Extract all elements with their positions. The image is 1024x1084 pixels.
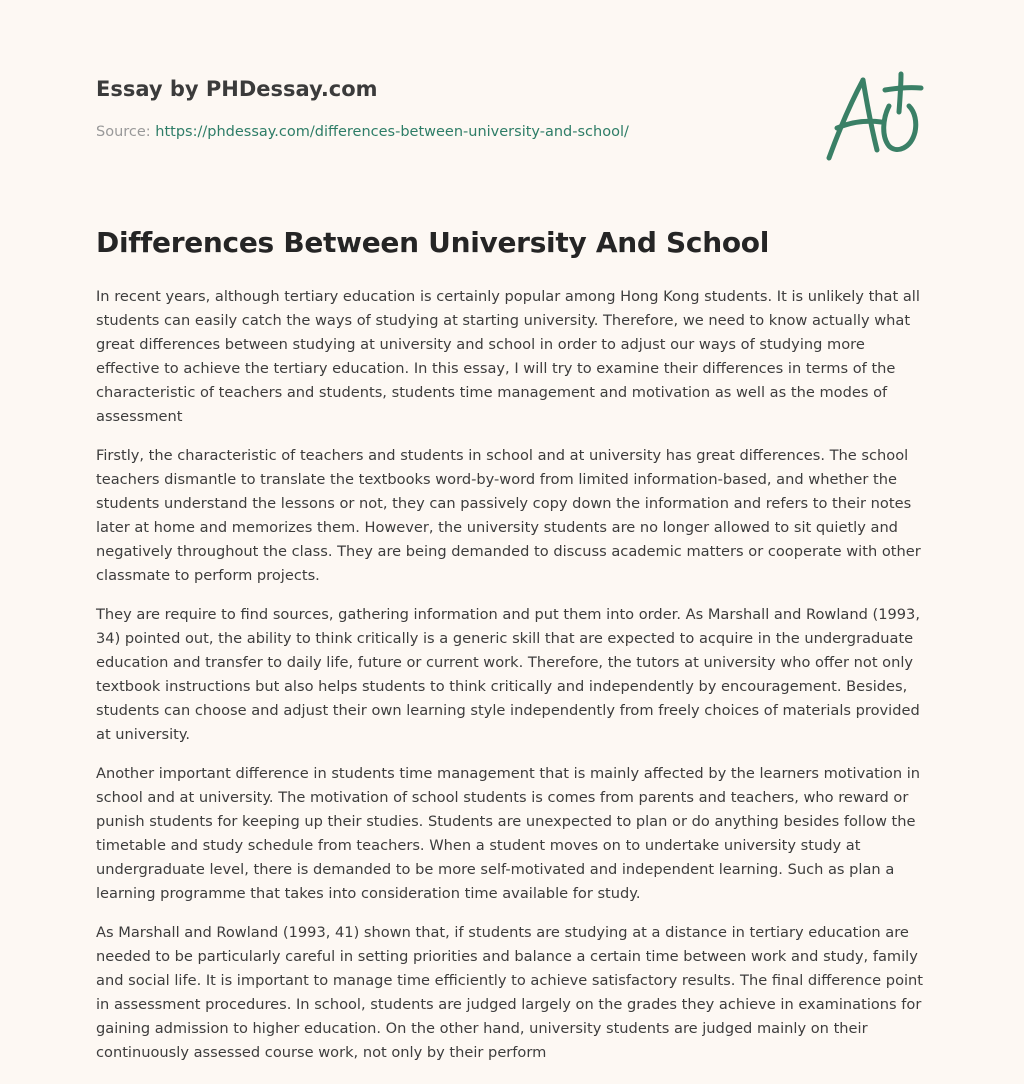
a-plus-grade-icon	[823, 66, 927, 164]
source-line	[96, 124, 629, 140]
essay-title: Differences Between University And School	[96, 226, 770, 259]
source-link[interactable]: https://phdessay.com/differences-between-university-and-school/	[155, 124, 629, 140]
essay-body	[96, 285, 928, 1080]
essay-paragraph: They are require to find sources, gathering information and put them into order. As Marshall and Rowland (1993, 34) pointed out, the ability to think critically is a generic skill that are expected to acquire in the undergraduate education and transfer to daily life, future or current work. Therefore, the tutors at university who offer not only textbook instructions but also helps students to think critically and independently by encouragement. Besides, students can choose and adjust their own learning style independently from freely choices of materials provided at university.	[96, 606, 920, 743]
essay-paragraph: Another important difference in students time management that is mainly affected by the learners motivation in school and at university. The motivation of school students is comes from parents and teachers, who reward or punish students for keeping up their studies. Students are unexpected to plan or do anything besides follow the timetable and study schedule from teachers. When a student moves on to undertake university study at undergraduate level, there is demanded to be more self-motivated and independent learning. Such as plan a learning programme that takes into consideration time available for study.	[96, 765, 921, 902]
essay-paragraph: In recent years, although tertiary education is certainly popular among Hong Kong students. It is unlikely that all students can easily catch the ways of studying at starting university. Therefore, we need to know actually what great differences between studying at university and school in order to adjust our ways of studying more effective to achieve the tertiary education. In this essay, I will try to examine their differences in terms of the characteristic of teachers and students, students time management and motivation as well as the modes of assessment	[96, 288, 920, 425]
essay-paragraph: Firstly, the characteristic of teachers and students in school and at university has great differences. The school teachers dismantle to translate the textbooks word-by-word from limited information-based, and whether the students understand the lessons or not, they can passively copy down the information and refers to their notes later at home and memorizes them. However, the university students are no longer allowed to sit quietly and negatively throughout the class. They are being demanded to discuss academic matters or cooperate with other classmate to perform projects.	[96, 447, 921, 584]
site-title: Essay by PHDessay.com	[96, 77, 378, 101]
essay-paragraph: As Marshall and Rowland (1993, 41) shown that, if students are studying at a distance in tertiary education are needed to be particularly careful in setting priorities and balance a certain time between work and study, family and social life. It is important to manage time efficiently to achieve satisfactory results. The final difference point in assessment procedures. In school, students are judged largely on the grades they achieve in examinations for gaining admission to higher education. On the other hand, university students are judged mainly on their continuously assessed course work, not only by their perform	[96, 924, 924, 1061]
source-label: Source:	[96, 124, 156, 140]
